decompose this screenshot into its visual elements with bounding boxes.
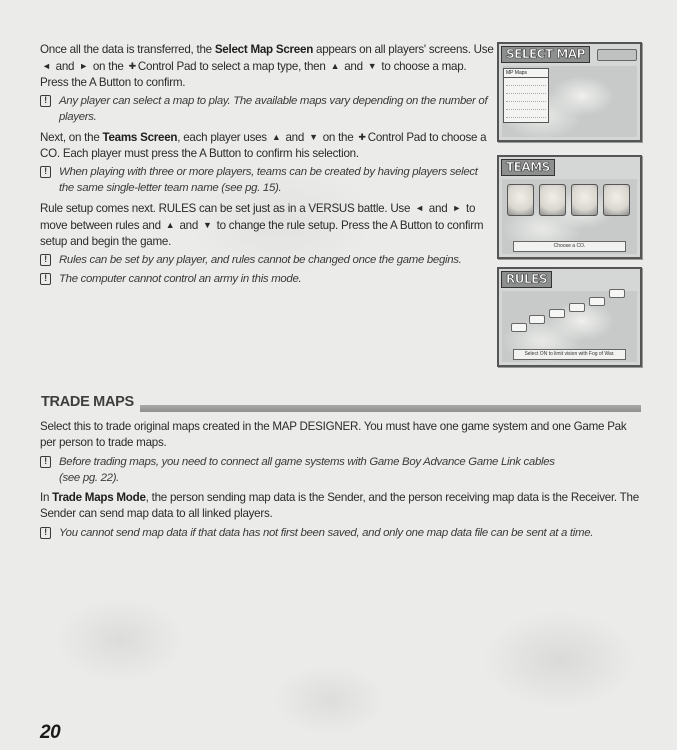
note-icon: ! bbox=[40, 166, 51, 178]
co-portrait bbox=[507, 184, 534, 216]
rule-marker bbox=[549, 309, 565, 318]
rule-marker bbox=[529, 315, 545, 324]
trade-mode-paragraph: In Trade Maps Mode, the person sending map data is the Sender, and the person receiving map data is the Receiver. The Sender can send map data to all linked players. bbox=[40, 491, 639, 520]
co-portrait bbox=[539, 184, 566, 216]
trade-maps-mode-term: Trade Maps Mode bbox=[52, 491, 146, 504]
note-icon: ! bbox=[40, 95, 51, 107]
section-title: TRADE MAPS bbox=[41, 394, 134, 410]
teams-paragraph: Next, on the Teams Screen, each player uses ▲ and ▼ on the ✚ Control Pad to choose a CO. Each player must press the A Button to confirm his selection. bbox=[40, 131, 487, 160]
rule-marker bbox=[569, 303, 585, 312]
teams-banner: TEAMS bbox=[501, 159, 555, 176]
right-arrow-icon: ► bbox=[79, 61, 88, 71]
trade-maps-header bbox=[40, 392, 641, 416]
co-portrait bbox=[571, 184, 598, 216]
co-portrait bbox=[603, 184, 630, 216]
down-arrow-icon: ▼ bbox=[309, 132, 318, 142]
note-icon: ! bbox=[40, 456, 51, 468]
note-icon: ! bbox=[40, 527, 51, 539]
note-save-data: ! You cannot send map data if that data has not first been saved, and only one map data file can be sent at a time. bbox=[40, 525, 620, 541]
note-icon: ! bbox=[40, 273, 51, 285]
note-link-cables: ! Before trading maps, you need to connect all game systems with Game Boy Advance Game Link cables (see pg. 22). bbox=[40, 454, 560, 486]
select-map-screenshot bbox=[497, 42, 642, 142]
control-pad-icon: ✚ bbox=[128, 61, 136, 71]
note-select-map: ! Any player can select a map to play. The available maps vary depending on the number of players. bbox=[40, 93, 495, 125]
map-type-menu bbox=[503, 68, 549, 123]
up-arrow-icon: ▲ bbox=[271, 132, 281, 142]
page-number: 20 bbox=[40, 722, 61, 743]
map-menu-row bbox=[506, 94, 546, 102]
teams-screenshot bbox=[497, 155, 642, 259]
map-menu-row bbox=[506, 86, 546, 94]
note-rules: ! Rules can be set by any player, and rules cannot be changed once the game begins. bbox=[40, 252, 495, 268]
intro-text-column bbox=[40, 42, 495, 287]
up-arrow-icon: ▲ bbox=[330, 61, 340, 71]
right-arrow-icon: ► bbox=[452, 203, 462, 213]
rules-paragraph: Rule setup comes next. RULES can be set just as in a VERSUS battle. Use ◄ and ► to move between rules and ▲ and ▼ to change the rule setup. Press the A Button to confirm setup and begin the game. bbox=[40, 202, 484, 248]
teams-screen-term: Teams Screen bbox=[102, 131, 178, 144]
select-map-banner: SELECT MAP bbox=[501, 46, 590, 63]
down-arrow-icon: ▼ bbox=[203, 220, 212, 230]
map-menu-row bbox=[506, 110, 546, 118]
select-map-term: Select Map Screen bbox=[214, 43, 314, 56]
control-pad-icon: ✚ bbox=[358, 132, 366, 142]
rules-prompt: Select ON to limit vision with Fog of War. bbox=[513, 349, 626, 360]
teams-prompt: Choose a CO. bbox=[513, 241, 626, 252]
down-arrow-icon: ▼ bbox=[367, 61, 377, 71]
map-menu-row bbox=[506, 102, 546, 110]
map-type-header: MP Maps bbox=[504, 69, 548, 78]
rule-marker bbox=[589, 297, 605, 306]
left-arrow-icon: ◄ bbox=[42, 61, 51, 71]
rules-screenshot bbox=[497, 267, 642, 367]
rules-banner: RULES bbox=[501, 271, 552, 288]
left-arrow-icon: ◄ bbox=[415, 203, 424, 213]
trade-maps-text bbox=[40, 419, 640, 541]
map-info-box bbox=[597, 49, 637, 61]
rule-marker bbox=[511, 323, 527, 332]
note-computer: ! The computer cannot control an army in this mode. bbox=[40, 271, 495, 287]
select-map-paragraph: Once all the data is transferred, the Select Map Screen appears on all players' screens. Use ◄ and ► on the ✚ Control Pad to select a map type, then ▲ and ▼ to choose a map. Press the A Button to confirm. bbox=[40, 43, 494, 89]
up-arrow-icon: ▲ bbox=[165, 220, 175, 230]
map-menu-row bbox=[506, 78, 546, 86]
note-icon: ! bbox=[40, 254, 51, 266]
trade-intro-paragraph: Select this to trade original maps created in the MAP DESIGNER. You must have one game system and one Game Pak per person to trade maps. bbox=[40, 420, 627, 449]
note-teams: ! When playing with three or more players, teams can be created by having players select the same single-letter team name (see pg. 15). bbox=[40, 164, 495, 196]
rule-marker bbox=[609, 289, 625, 298]
